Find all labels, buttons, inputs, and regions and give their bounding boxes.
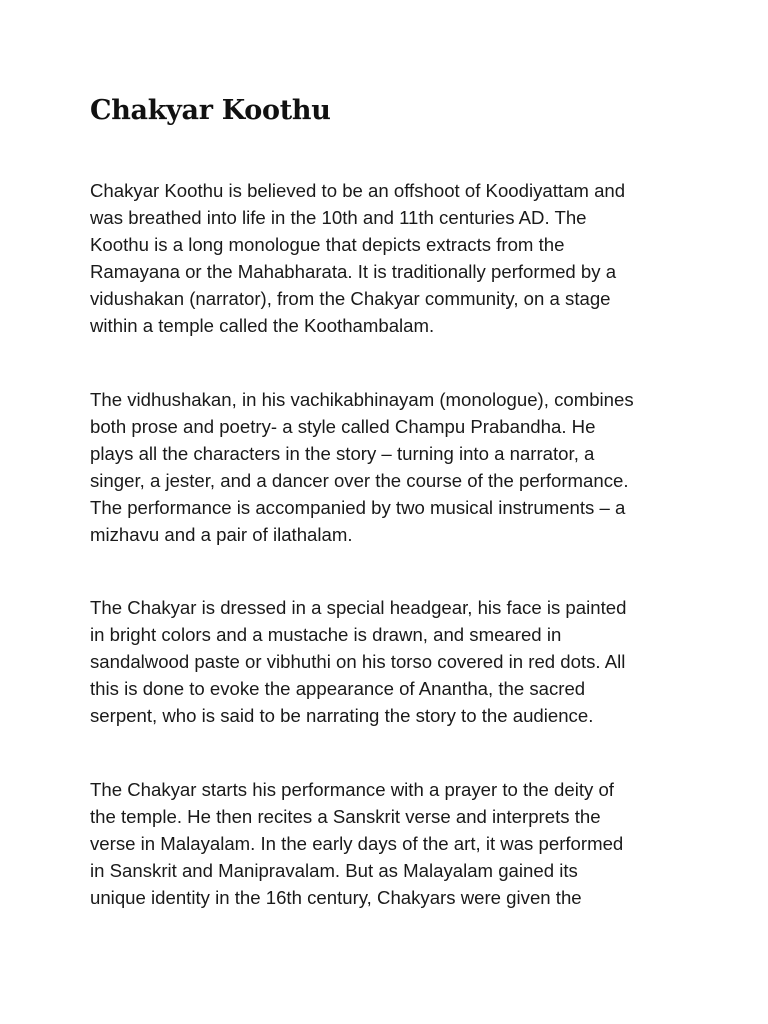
page-title: Chakyar Koothu: [90, 95, 331, 126]
text-line: within a temple called the Koothambalam.: [90, 315, 435, 336]
text-line: singer, a jester, and a dancer over the course of the performance.: [90, 470, 629, 491]
paragraph-4: [90, 776, 690, 911]
text-line: in bright colors and a mustache is drawn, and smeared in: [90, 624, 562, 645]
text-line: serpent, who is said to be narrating the story to the audience.: [90, 705, 594, 726]
text-line: Chakyar Koothu is believed to be an offshoot of Koodiyattam and: [90, 180, 626, 201]
text-line: Ramayana or the Mahabharata. It is traditionally performed by a: [90, 261, 617, 282]
text-line: both prose and poetry- a style called Champu Prabandha. He: [90, 416, 596, 437]
text-line: The performance is accompanied by two musical instruments – a: [90, 497, 626, 518]
paragraph-1: [90, 177, 690, 339]
text-line: The vidhushakan, in his vachikabhinayam (monologue), combines: [90, 389, 634, 410]
text-line: mizhavu and a pair of ilathalam.: [90, 524, 353, 545]
text-line: sandalwood paste or vibhuthi on his torso covered in red dots. All: [90, 651, 626, 672]
text-line: verse in Malayalam. In the early days of the art, it was performed: [90, 833, 624, 854]
text-line: was breathed into life in the 10th and 11th centuries AD. The: [90, 207, 587, 228]
text-line: the temple. He then recites a Sanskrit verse and interprets the: [90, 806, 601, 827]
text-line: in Sanskrit and Manipravalam. But as Malayalam gained its: [90, 860, 578, 881]
text-line: plays all the characters in the story – turning into a narrator, a: [90, 443, 595, 464]
paragraph-2: [90, 386, 690, 548]
paragraph-3: [90, 594, 690, 729]
text-line: The Chakyar is dressed in a special headgear, his face is painted: [90, 597, 627, 618]
text-line: vidushakan (narrator), from the Chakyar community, on a stage: [90, 288, 611, 309]
text-line: The Chakyar starts his performance with a prayer to the deity of: [90, 779, 614, 800]
text-line: this is done to evoke the appearance of Anantha, the sacred: [90, 678, 586, 699]
text-line: unique identity in the 16th century, Chakyars were given the: [90, 887, 582, 908]
text-line: Koothu is a long monologue that depicts extracts from the: [90, 234, 565, 255]
